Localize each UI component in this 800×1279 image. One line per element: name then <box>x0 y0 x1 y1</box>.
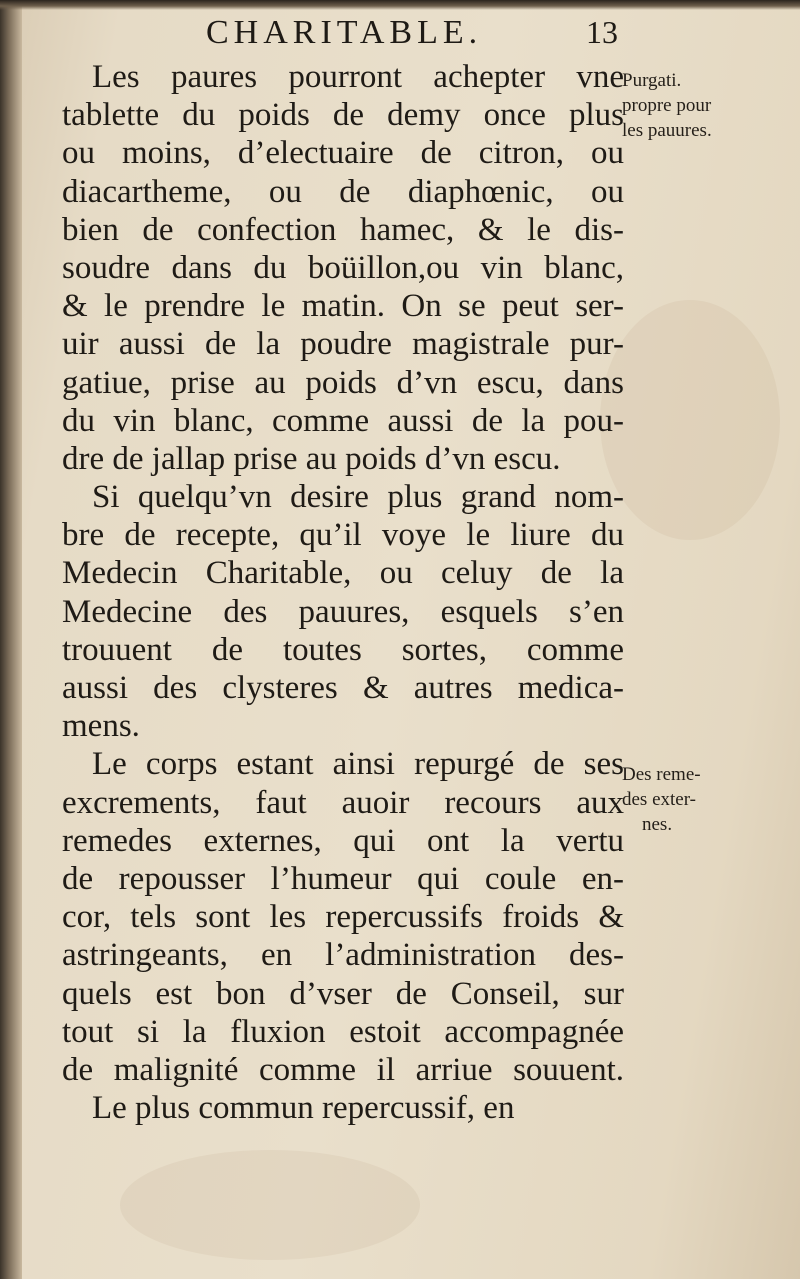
text-line: Medecin Charitable, ou celuy de la <box>62 555 624 592</box>
margin-note-purgatif <box>622 68 792 143</box>
margin-note-line: nes. <box>642 814 673 835</box>
margin-note-line: propre pour <box>622 95 712 116</box>
text-line: soudre dans du boüillon,ou vin blanc, <box>62 249 624 286</box>
text-line: dre de jallap prise au poids d’vn escu. <box>62 440 561 477</box>
text-line: gatiue, prise au poids d’vn escu, dans <box>62 364 624 401</box>
margin-note-line: Des reme- <box>622 764 701 785</box>
running-title: CHARITABLE. <box>206 14 483 51</box>
margin-note-remedes <box>622 762 792 837</box>
text-line: Le corps estant ainsi repurgé de ses <box>92 746 624 783</box>
text-line: excrements, faut auoir recours aux <box>62 784 624 821</box>
text-line: Medecine des pauures, esquels s’en <box>62 593 624 630</box>
text-line: trouuent de toutes sortes, comme <box>62 631 624 668</box>
text-line: Le plus commun repercussif, en <box>92 1090 515 1127</box>
text-line: tout si la fluxion estoit accompagnée <box>62 1013 624 1050</box>
text-line: de malignité comme il arriue souuent. <box>62 1051 624 1088</box>
page-top-edge <box>0 0 800 10</box>
text-line: ou moins, d’electuaire de citron, ou <box>62 135 624 172</box>
text-line: bre de recepte, qu’il voye le liure du <box>62 517 624 554</box>
text-line: remedes externes, qui ont la vertu <box>62 822 624 859</box>
paper-stain <box>120 1150 420 1260</box>
text-line: cor, tels sont les repercussifs froids & <box>62 899 624 936</box>
text-line: & le prendre le matin. On se peut ser- <box>62 288 624 325</box>
text-line: diacartheme, ou de diaphœnic, ou <box>62 173 624 210</box>
page-header <box>0 14 800 60</box>
text-line: aussi des clysteres & autres medica- <box>62 670 624 706</box>
text-line: mens. <box>62 708 140 745</box>
main-text <box>62 58 624 1127</box>
paper-stain <box>600 300 780 540</box>
text-line: Les paures pourront achepter vne <box>92 59 624 95</box>
book-spine <box>0 0 22 1279</box>
text-line: bien de confection hamec, & le dis- <box>62 211 624 248</box>
margin-note-line: des exter- <box>622 789 696 810</box>
text-line: astringeants, en l’administration des- <box>62 937 624 974</box>
text-line: du vin blanc, comme aussi de la pou- <box>62 402 624 439</box>
text-line: Si quelqu’vn desire plus grand nom- <box>92 479 624 516</box>
text-line: de repousser l’humeur qui coule en- <box>62 860 624 897</box>
page-number: 13 <box>586 14 618 50</box>
text-line: quels est bon d’vser de Conseil, sur <box>62 975 624 1012</box>
text-line: uir aussi de la poudre magistrale pur- <box>62 326 624 363</box>
margin-note-line: les pauures. <box>622 120 712 141</box>
text-line: tablette du poids de demy once plus <box>62 97 624 134</box>
margin-note-line: Purgati. <box>622 70 682 91</box>
